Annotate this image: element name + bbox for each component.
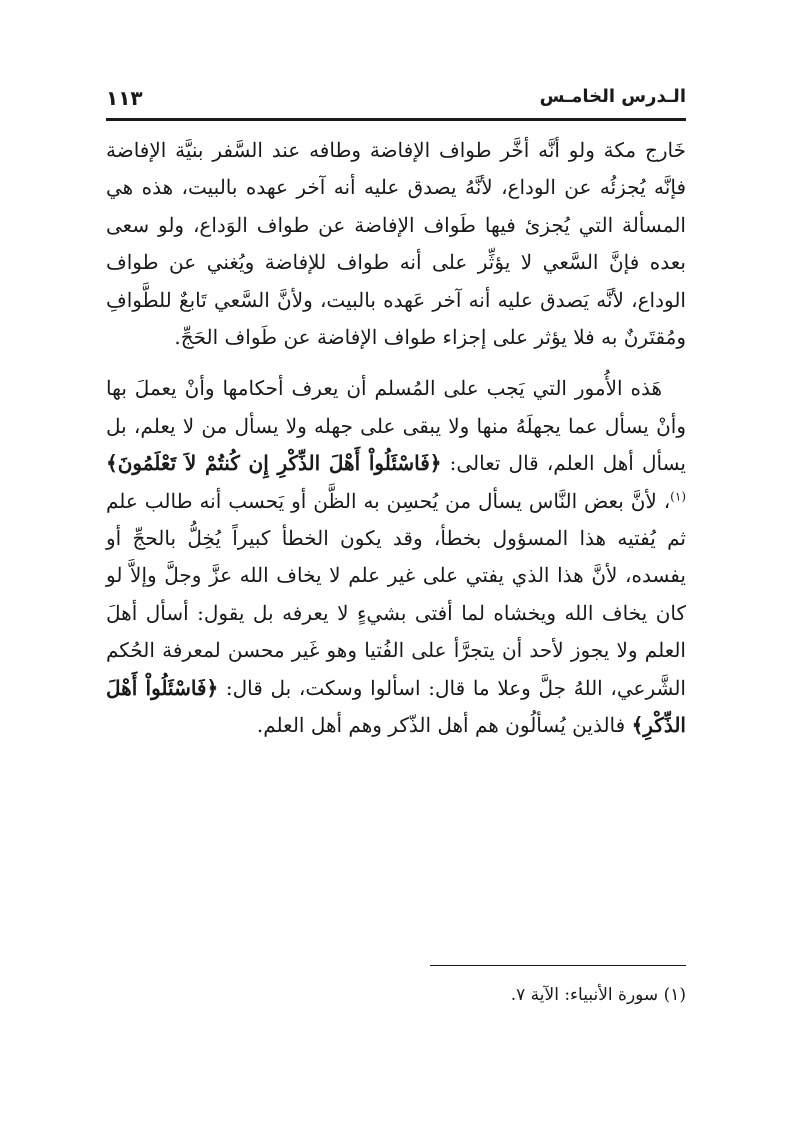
paragraph-2-intro: هَذه الأُمور التي يَجب على المُسلم أن يعرف أحكامها وأنْ يعملَ بها وأنْ يسأل عما يجهلَهُ منها ولا يبقى على جهله ولا يسأل من لا يعلم، بل يسأل أهل العلم، قال تعالى: (106, 376, 686, 476)
quran-verse-1: ﴿فَاسْئَلُواْ أَهْلَ الذِّكْرِ إِن كُنتُمْ لاَ تَعْلَمُونَ﴾ (106, 451, 442, 476)
main-text (106, 132, 686, 745)
paragraph-2-body: ، لأنَّ بعض النَّاس يسأل من يُحسِن به الظَّن أو يَحسب أنه طالب علم ثم يُفتيه هذا المسؤول بخطأ، وقد يكون الخطأ كبيراً يُخِلُّ بالحجِّ أو يفسده، لأنَّ هذا الذي يفتي على غير علم لا يخاف الله عزَّ وجلَّ وإلاَّ لو كان يخاف الله ويخشاه لما أفتى بشيءٍ لا يعرفه بل يقول: أسأل أهلَ العلم ولا يجوز لأحد أن يتجرَّأ على الفُتيا وهو غَير محسن لمعرفة الحُكم الشَّرعي، اللهُ جلَّ وعلا ما قال: اسألوا وسكت، بل قال: (106, 488, 686, 700)
header-divider (106, 118, 686, 121)
paragraph-2 (106, 370, 686, 744)
page-header (106, 86, 686, 112)
footnote: (١) سورة الأنبياء: الآية ٧. (510, 985, 686, 1005)
footnote-divider (430, 965, 686, 966)
paragraph-2-ending: فالذين يُسألُون هم أهل الذّكر وهم أهل العلم. (256, 713, 632, 738)
quran-verse-2: ﴿فَاسْئَلُواْ أَهْلَ الذِّكْرِ﴾ (106, 675, 686, 738)
page-number: ١١٣ (106, 86, 143, 110)
running-header-title: الـدرس الخامـس (539, 86, 686, 107)
paragraph-1: خَارج مكة ولو أنَّه أخَّر طواف الإفاضة وطافه عند السَّفر بنيَّة الإفاضة فإنَّه يُجزئُه عن الوداع، لأنَّهُ يصدق عليه أنه آخر عهده بالبيت، هذه هي المسألة التي يُجزئ فيها طَواف الإفاضة عن طواف الوَداع، ولو سعى بعده فإنَّ السَّعي لا يؤثِّر على أنه طواف للإفاضة ويُغني عن طواف الوداع، لأنَّه يَصدق عليه أنه آخر عَهده بالبيت، ولأنَّ السَّعي تَابعٌ للطَّوافِ ومُقتَرنٌ به فلا يؤثر على إجزاء طواف الإفاضة عن طَواف الحَجِّ. (106, 138, 686, 350)
footnote-reference: (١) (670, 489, 686, 503)
